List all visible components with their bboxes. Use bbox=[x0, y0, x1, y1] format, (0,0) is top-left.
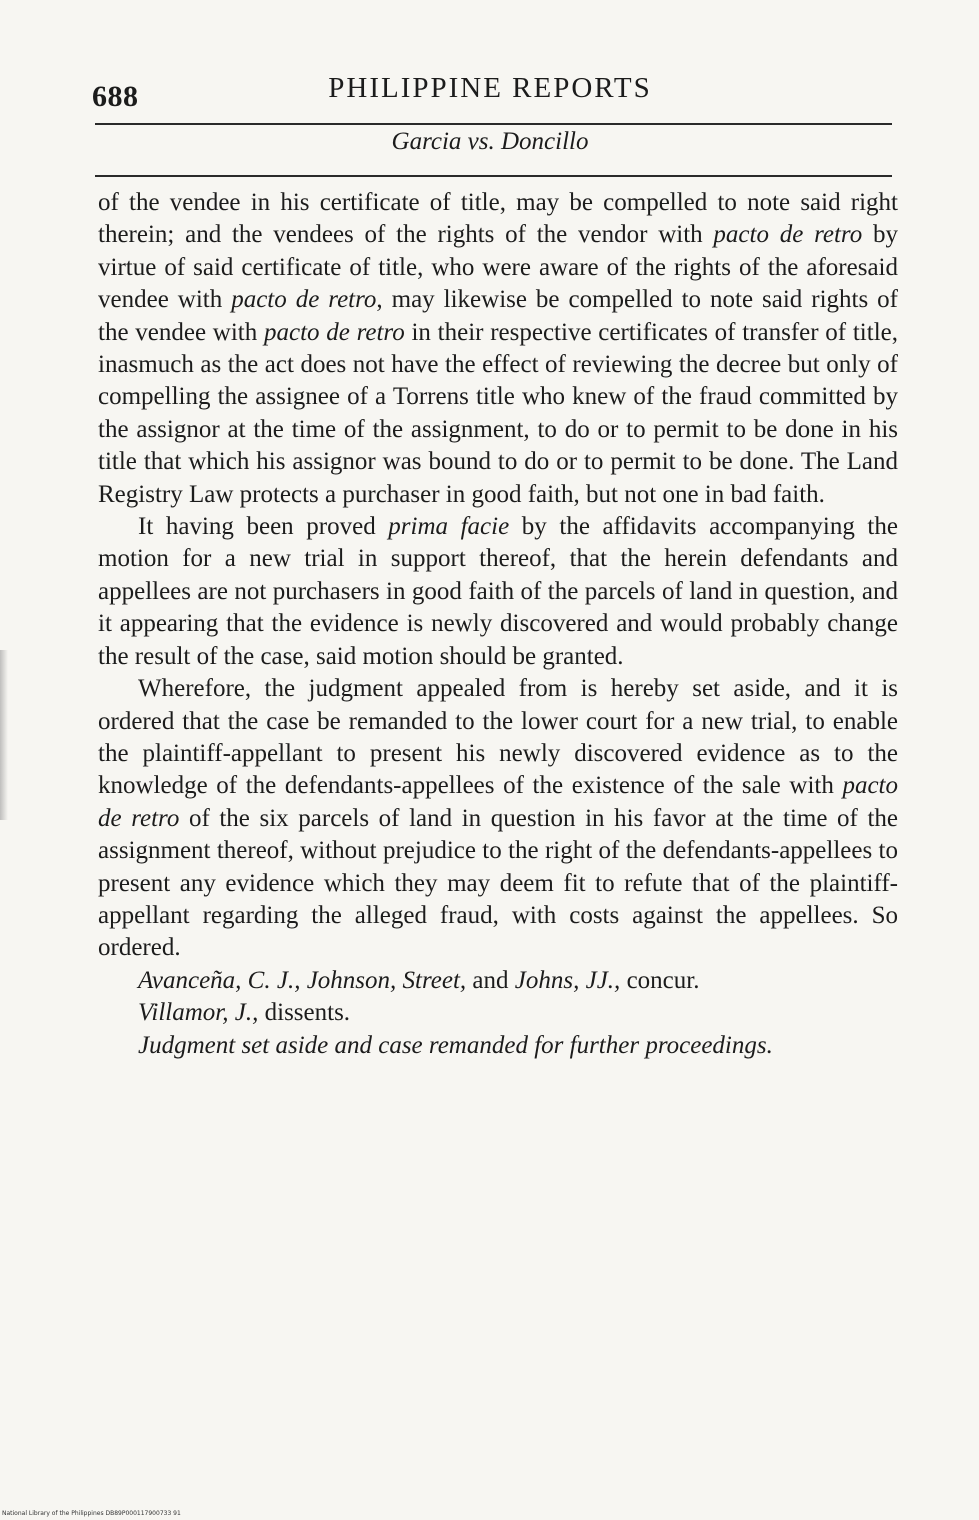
concurring-justices: Avanceña, C. J., Johnson, Street, bbox=[138, 966, 467, 994]
latin-term: pacto de retro bbox=[231, 286, 377, 314]
dissent-line bbox=[98, 997, 898, 1029]
paragraph-1 bbox=[98, 187, 898, 511]
concurrence-line bbox=[98, 965, 898, 997]
header-rule-bottom bbox=[95, 175, 892, 177]
text-run: of the six parcels of land in question in his favor at the time of the assignment thereof, without prejudice to the right of the defendants-appellees to present any evidence which they may deem fit to refute that of the plaintiff-appellant regarding the alleged fraud, with costs against the appellees. So ordered. bbox=[98, 804, 898, 962]
case-title: Garcia vs. Doncillo bbox=[391, 128, 589, 155]
scan-margin-shadow bbox=[0, 650, 8, 820]
running-head: PHILIPPINE REPORTS bbox=[328, 72, 652, 104]
opinion-body bbox=[98, 187, 898, 1062]
latin-term: pacto de retro bbox=[263, 318, 405, 346]
disposition-line: Judgment set aside and case remanded for further proceedings. bbox=[138, 1031, 773, 1059]
latin-term: pacto de retro bbox=[713, 221, 863, 249]
concurring-justice-last: Johns, JJ., bbox=[514, 966, 621, 994]
text-run: concur. bbox=[620, 966, 700, 994]
paragraph-2 bbox=[98, 511, 898, 673]
text-run: by the affidavits accompanying the motion for a new trial in support thereof, that the herein defendants and appellees are not purchasers in good faith of the parcels of land in question, and it appearing that the evidence is newly discovered and would probably change the result of the case, said motion should be granted. bbox=[98, 513, 898, 670]
page-number: 688 bbox=[92, 80, 139, 113]
text-run: of the vendee in his certificate of title, may be compelled to note said right therein; and the vendees of the rights of the vendor with bbox=[98, 189, 898, 249]
text-run: and bbox=[466, 966, 515, 994]
text-run: It having been proved bbox=[138, 513, 389, 541]
header-rule-top bbox=[95, 123, 892, 125]
latin-term: pacto de retro bbox=[98, 772, 898, 832]
text-run: , may likewise be compelled to note said rights of the vendee with bbox=[98, 286, 899, 346]
scan-footer: National Library of the Philippines DB89P000117900733 91 bbox=[2, 1510, 181, 1517]
text-run: in their respective certificates of transfer of title, inasmuch as the act does not have the effect of reviewing the decree but only of compelling the assignee of a Torrens title who knew of the fraud committed by the assignor at the time of the assignment, to do or to permit to be done in his title that which his assignor was bound to do or to permit to be done. The Land Registry Law protects a purchaser in good faith, but not one in bad faith. bbox=[98, 318, 898, 508]
text-run: dissents. bbox=[258, 999, 351, 1027]
paragraph-3 bbox=[98, 673, 898, 965]
text-run: by virtue of said certificate of title, who were aware of the rights of the aforesaid vendee with bbox=[98, 221, 898, 314]
dissenting-justice: Villamor, J., bbox=[138, 999, 259, 1027]
text-run: Wherefore, the judgment appealed from is hereby set aside, and it is ordered that the case be remanded to the lower court for a new trial, to enable the plaintiff-appellant to present his newly discovered evidence as to the knowledge of the defendants-appellees of the existence of the sale with bbox=[98, 675, 898, 800]
latin-term: prima facie bbox=[388, 513, 510, 541]
